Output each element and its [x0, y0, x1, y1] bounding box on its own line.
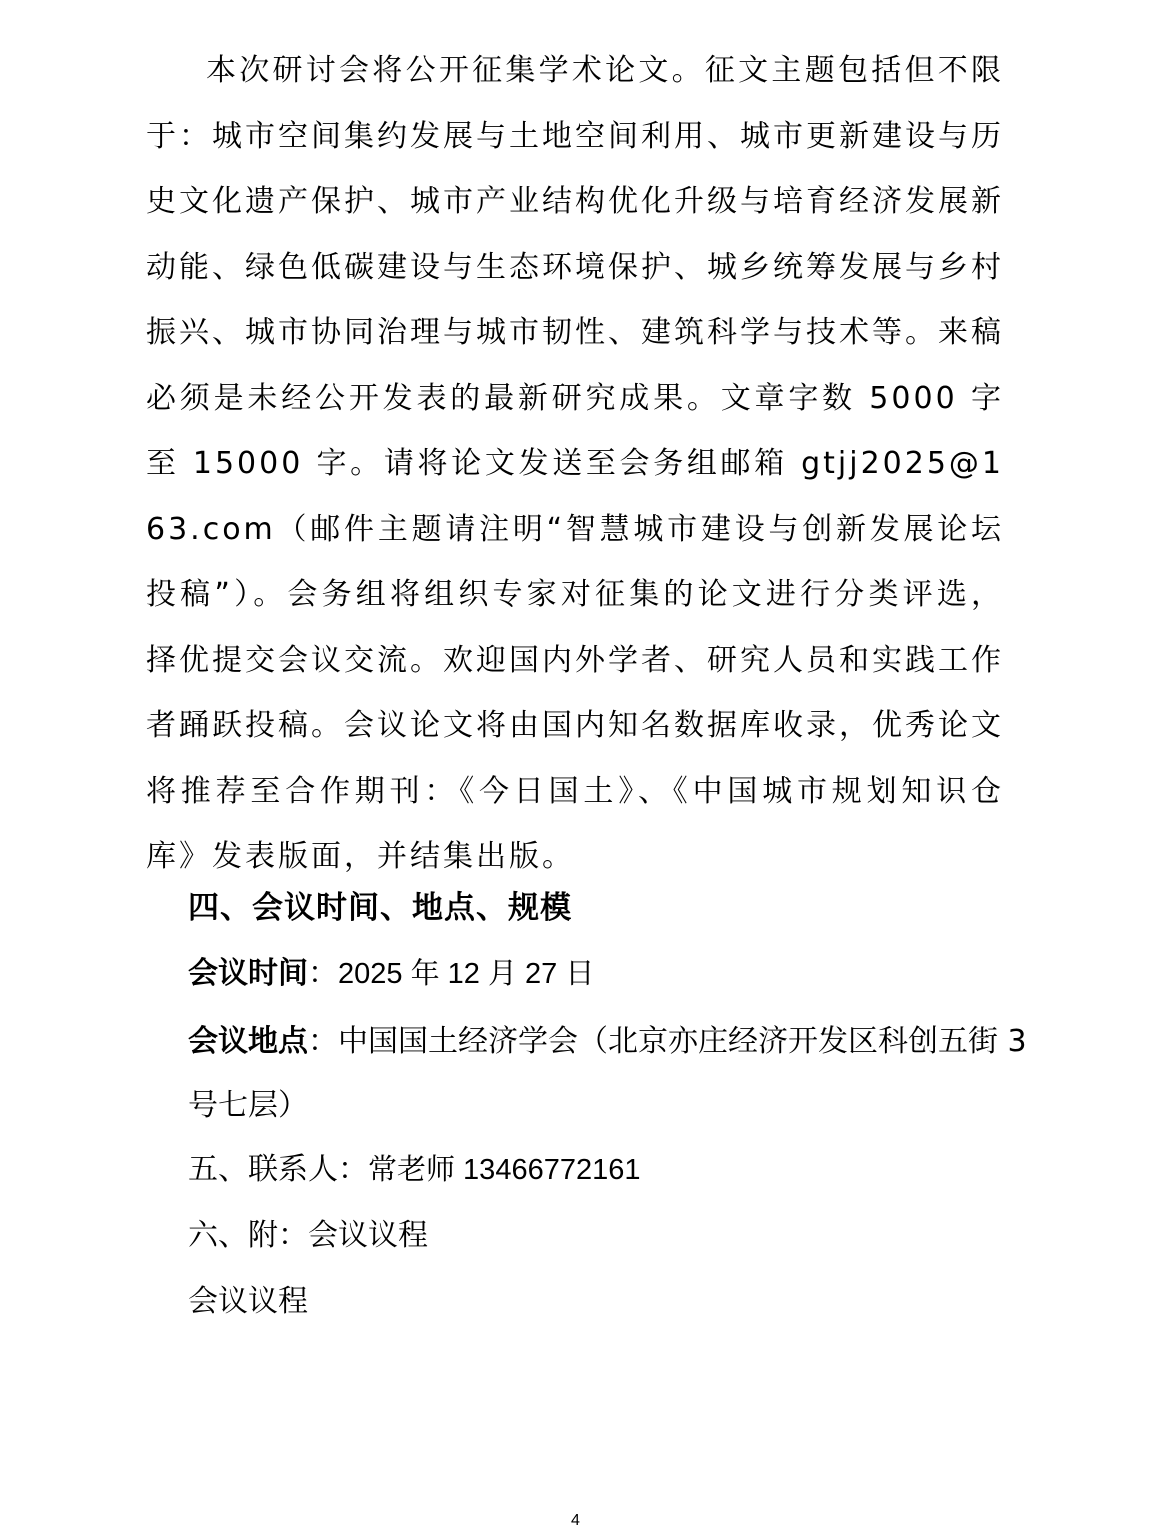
- meeting-time-line: [188, 954, 594, 994]
- contact-line: [188, 1150, 640, 1190]
- meeting-place-label: 会议地点: [188, 1024, 308, 1059]
- meeting-time-label: 会议时间: [188, 956, 308, 991]
- attachment-line: 六、附：会议议程: [188, 1218, 428, 1253]
- meeting-place-colon: ：: [308, 1024, 338, 1059]
- page-number: 4: [571, 1512, 580, 1529]
- agenda-title: 会议议程: [188, 1284, 308, 1319]
- call-for-papers-paragraph: 本次研讨会将公开征集学术论文。征文主题包括但不限于：城市空间集约发展与土地空间利用、城市更新建设与历史文化遗产保护、城市产业结构优化升级与培育经济发展新动能、绿色低碳建设与生态环境保护、城乡统筹发展与乡村振兴、城市协同治理与城市韧性、建筑科学与技术等。来稿必须是未经公开发表的最新研究成果。文章字数 5000 字至 15000 字。请将论文发送至会务组邮箱 gtjj2025@163.com（邮件主题请注明“智慧城市建设与创新发展论坛投稿”）。会务组将组织专家对征集的论文进行分类评选，择优提交会议交流。欢迎国内外学者、研究人员和实践工作者踊跃投稿。会议论文将由国内知名数据库收录，优秀论文将推荐至合作期刊：《今日国土》、《中国城市规划知识仓库》发表版面，并结集出版。: [146, 53, 1004, 874]
- meeting-place-value: 中国国土经济学会（北京亦庄经济开发区科创五街 3: [338, 1024, 1027, 1059]
- meeting-time-colon: ：: [308, 956, 338, 991]
- meeting-place-continuation: 号七层）: [188, 1088, 308, 1123]
- contact-label: 五、联系人：: [188, 1152, 368, 1187]
- contact-value: 常老师 13466772161: [368, 1154, 641, 1186]
- section-4-heading: 四、会议时间、地点、规模: [188, 890, 572, 926]
- meeting-time-value: 2025 年 12 月 27 日: [338, 958, 595, 990]
- meeting-place-line: [188, 1022, 1027, 1062]
